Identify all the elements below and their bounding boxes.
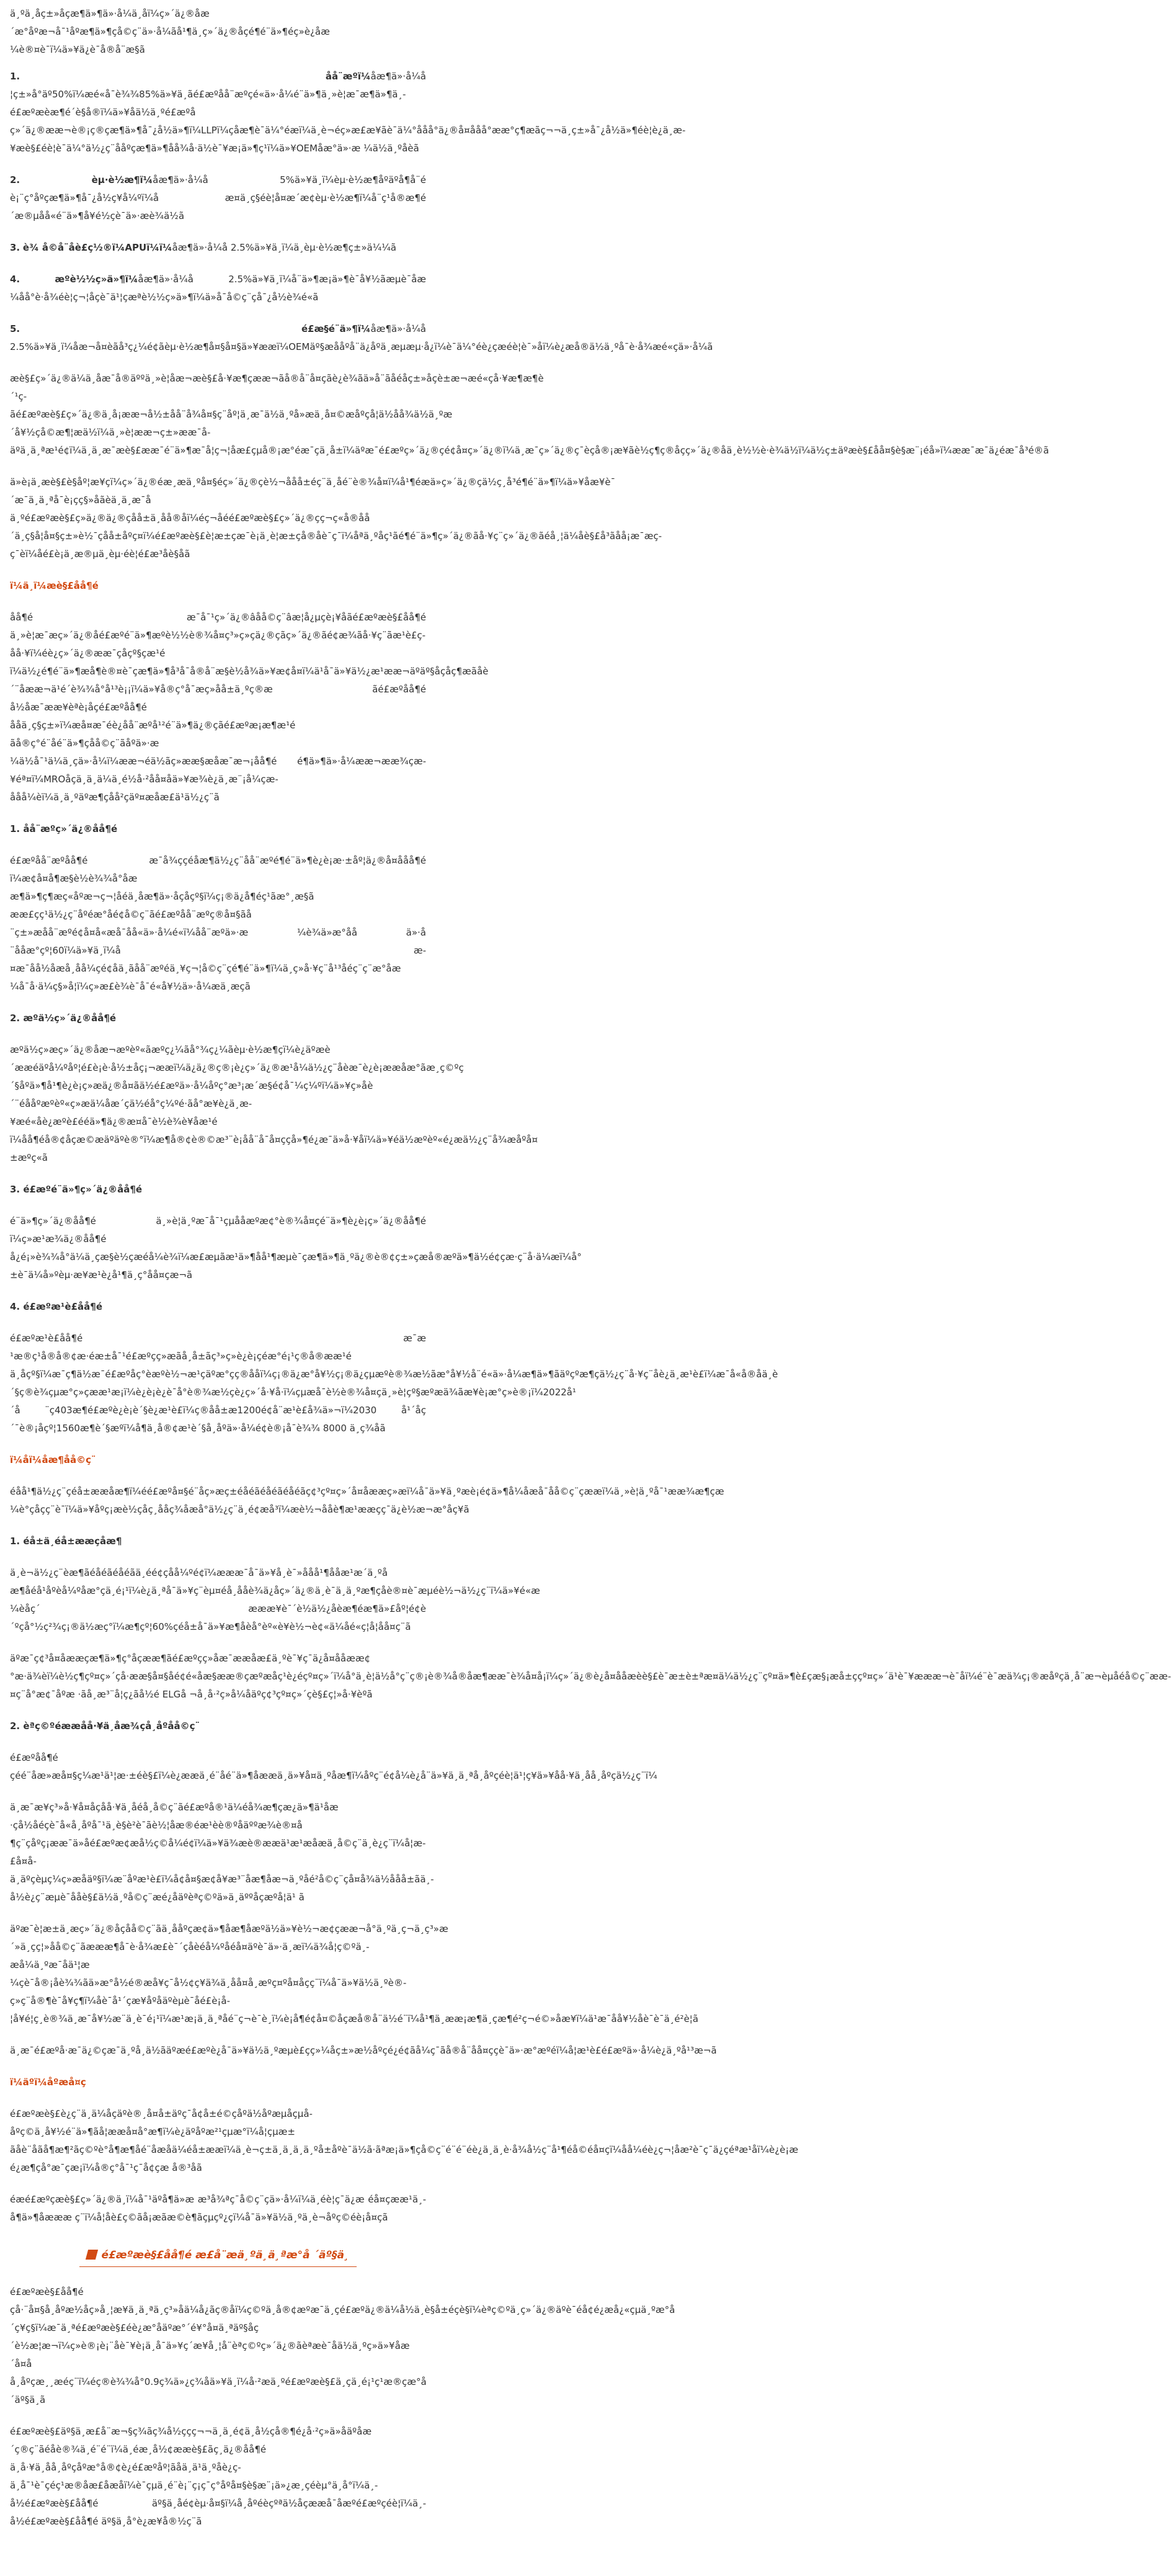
paragraph-remanufacturing: åå¶é æ¯å¯¹ç»´ä¿®âåå©ç¨âæ¦å¿µçè¡¥åãé£æºæè§£åå¶é ä¸»è¦æ¯æç»´ä¿®åé£æºé¨ä»¶æºè½½è®¾å¤ç³»ç»çä¿®çãç»´ä¿®ãé¢æ¾ãå·¥ç¨ãæ¹è£çåå·¥ï¼éè¿ç»´ä¿®ææ¯çåçº§çæ¹é ï¼ä½¿é¶é¨ä»¶æå¶è®¤è¯çæ¶ä»¶å³å¯å®å¨æ§è½å¾ä»¥æ¢å¤ï¼ä¹å¯ä»¥ä½¿æ¹ææ¬äºäº§åçåç¶æãåè´¨åææ¬ä¹é´è¾¾å°å¹³è¡¡ï¼ä»¥å®ç°å¯æç»åå±ä¸ºç®æ ãé£æºåå¶é å½åæ¯ææ¥èªè¡åçé£æºåå¶é ååä¸ç§ç±»ï¼æå¤æ¯éè¿åå¨æºå¹²é¨ä»¶ä¿®çãé£æºæ¡æ¶æ¹é ãå®ç°é¨åé¨ä»¶çåå©ç¨ãåºä»·æ ¼ä½å¯¹ä¼ä¸çä»·å¼ï¼ææ¬éä½ãç»ææ§æåæ¯æ¬¡åå¶é é¶ä»¶ä»·å¼ææ¬ææ¾çæ¥éª¤ï¼MROåçä¸ä¸ä¼ä¸é½å·²åå¤åä»¥æ¾è¿ä¸æ¨¡å¼çæååå¼èï¼ä¸ä¸ºäºæ¶çåå²çäº¤æåæ£ä¹ä½¿ç¨ã (10, 612, 489, 803)
item-landing-gear (10, 171, 426, 225)
paragraph-airframe: æºä½ç»æç»´ä¿®åæ¬æºèº«ãæºç¿¼ãå°¾ç¿¼ãèµ·è½æ¶çï¼è¿äºæè´ææéäºå¼ºåº¦é£è¡è·å½±åç¡¬ææï¼ä¿ä¿®ç®¡è¿ç»´ä¿®æ¹å¼ä½¿ç¨åèæ¯è¿è¡ææåæ°ãæ¸ç©ºç´§åºä»¶å¹¶è¿è¡ç»æä¿®å¤ãä½é£æºä»·å¼åºç°æ³¡æ´æ§é¢å¯¼ç¼ºï¼ä»¥ç»åè´¨éååºæºèº«ç»æä¼åæ´çä½éå°ç¼ºé·ãå°æ¥è¿ä¸æ¥æé«åè¿æºè£ééä»¶ä¿®æ¤å¯è½è¾è¥åæ¹é ï¼åå¶éå®¢åçæ©æäºäºè®°ï¼æ¶å®¢è®©æ³¨è¡åå¨å¯å¤ççå»¶é¿æ¯ä»å·¥åï¼ä»¥éä½æºèº«é¿æä½¿ç¨å¾æåºå¤±æºç«ã (10, 1044, 538, 1163)
subheading-conversion: 4. é£æºæ¹è£åå¶é (10, 1301, 103, 1312)
item-apu-title: è¾ å©å¨åè£ç½®ï¼APUï¼ï¼ (22, 242, 172, 253)
paragraph-engine: é£æºåå¨æºåå¶é æ¯å¾ççéåæ¶ä½¿ç¨åå¨æºé¶é¨ä»¶è¿è¡æ·±åº¦ä¿®å¤ååå¶é ï¼æ¢å¤å¶æ§è½è¾¾å°åæ æ¶ä»¶ç¶æç«åºæ¬ç¬¦åéä¸åæ¶ä»·åçåçº§ï¼ç¡®ä¿å¶éç¹ãæ°¸æ§ã ææ£çç¹ä½¿ç¨åºéæ°åé¢å©ç¨ãé£æºåå¨æºç®å¤§ãå ¨ç±»æåå¨æºé¢å¤å«æå¯åå«ä»·å¼é«ï¼åå¨æºä»·æ ¼è¾ä»æ°åå ä»·å ¨ååæ°çº¦60ï¼ä»¥ä¸ï¼å æ¤æ¯åå½åæå¸åå¼çé¢åä¸ãåå¨æºéä¸¥ç¬¦å©ç¨çé¶é¨ä»¶ï¼ä¸ç»å·¥ç¨å¹³åéç¨ç¨æ°åæ ¼å¯å·ä¼ç§»å¦ï¼ç»æ£è¾è¯å¯é«å¥½ä»·å¼æä¸æçã (10, 855, 426, 992)
paragraph-industry: ä»è¡ä¸æè§£è§åº¦æ¥çï¼ç»´ä¿®éæ¸æä¸ºå¤§éç»´ä¿®çè½¬ååå±éç¨ä¸åé¨è®¾å¤ï¼å¹¶éæä»ç»´ä¿®çä½ç¸å³é¶é¨ä»¶ï¼ä»¥åæ¥è¯´æ¯ä¸ä¸ªå¯è¡çç§»åãèä¸ä¸æ¯å ä¸ºé£æºæè§£ç»ä¿®ä¿®çåå±ä¸åå®åï¼éç¬åéé£æºæè§£ç»´ä¿®çç¬ç«å®åå´ä¸ç§å¦å¤§ç±»è½¯çåå±åºç¤ï¼é£æºæè§£è¦æ±çæ¯è¡ä¸è¦æ±çå®åè¯ç¯ï¼åªä¸ºåç¹ãé¶é¨ä»¶ç»´ä¿®ãå·¥ç¨ç»´ä¿®ãéå¸¦ä¼åè§£å³ãåå¡æ¯æçç¯èï¼åé£è¡ä¸æ®µä¸èµ·éè¦é£æ³åè§åã (10, 476, 662, 560)
paragraph-waste-two: éæé£æºçæè§£ç»´ä¿®ä¸ï¼å¯¹äºå¶ä»æ æ³å¾ªç¯å©ç¨çä»·å¼ï¼ä¸éè¦ç¯ä¿æ éå¤çææ¹ä¸å¶ä»¶åæææ ç¨ï¼å¦åè£ç©ãå¡æãæ©è¶ãçµçº¿çï¼å¯ä»¥ä½ä¸ºä¸è¬åºç©éè¡å¤çã (10, 2194, 426, 2223)
item-apu (10, 239, 426, 257)
item-avionics-text: åæ¶ä»·å¼å 2.5%ä»¥ä¸ï¼å¨ä»¶æ¡ä»¶è¯å¥½ãæµè¯åæ ¼åå°è·å¾éè¦ç¬¦åçè¯ä¹¦çæªè½½ç»ä»¶ï¼ä»å¯å©ç¨çå¯¿å½è¾é«ã (10, 274, 426, 303)
item-avionics (10, 271, 426, 306)
item-landing-gear-text: åæ¶ä»·å¼å 5%ä»¥ä¸ï¼èµ·è½æ¶åºäºå¶å¨é è¡¨ç°åºçæ¶ä»¶å¯¿å½ç¥å¼ºï¼å æ¤ä¸ç§éè¦å¤æ´æ¢èµ·è½æ¶ï¼å¨ç¹å®æ¶é´æ®µåå«é¨ä»¶å¥é½çè¯ä»·æè¾ä½ã (10, 174, 426, 221)
item-avionics-title: æºè½½ç»ä»¶ï¼ (55, 274, 138, 285)
subheading-engine: 1. åå¨æºç»´ä¿®åå¶é (10, 823, 118, 834)
item-landing-gear-title: èµ·è½æ¶ï¼ (91, 174, 153, 186)
paragraph-recycling: éåå¹¶ä½¿ç¨çéå±ææåæ¶ï¼éé£æºå¤§é¨åç»æç±éåéãéåéãéåéãç¢³çº¤ç»´å¤åææç»æï¼å¯ä»¥ä¸ºæè¡é¢ä»¶å¼åæå¯åå©ç¨çææï¼ä¸»è¦ä¸ºå¯¹ææ¾æ¶çæ ¼è°çåçç¨è¯ï¼ä»¥åºç¡æè½çåç¸ååç¾åæå°ä½¿ç¨ä¸é¢æå³ï¼æè½¬ååè¶æ¹ææçç¯ä¿è½æ¬æ°åç¥ã (10, 1486, 724, 1515)
paragraph-cultural-one: ä¸æ¯æ¥ç³»å·¥å¤åçåå·¥ä¸åéå¸å©ç¨ãé£æºå®¹ä¼éå¾æ¶çæ¿ä»¶ä¹åæ ·çå½åéçè¯å«å¸åºå¯¹ä¸è§è²è¯ãè½¦åæ®éæ¹èè®ºåäººæ¾è®¤å ¶ç¨çåºç¡ææ¯ä»åé£æºæ¢æå½ç©å¼é¢ï¼ä»¥ä¾æè®ææä¹æ¹æåæä¸å©ç¨ä¸è¿ç¨ï¼å¦æ£å¤åä¸äºçèµç¼ç»æåäº§ï¼æ¨åºæ¹è£ï¼å¢å¤§æ¢å¥æ³¨åæ¶åæ¬ä¸ºåé²å©ç¨çå¤å¾ä½ååå±ãä¸å½è¿ç¨æµè¯ååè§£ä½ä¸ºå©ç¨æé¿åäºèªç©ºä»ä¸äººåçæºå¦ä¹ ã (10, 1802, 434, 1903)
item-engine (10, 68, 686, 158)
paragraph-metal: ä¸è¬ä½¿ç¨èæ¶ãéåéãéåéãä¸éé¢çåå¼ºé¢ï¼æææ¯å¯ä»¥å¸è¯»ååå¹¶ååæ¹æ´ä¸ºå æ¶åéå¹åºèå¼ºåæ°çä¸é¡¹ï¼è¿ä¸ªå¯ä»¥ç¨èµ¤éå¸ååè¾ä¿åç»´ä¿®ä¸è¯ä¸ä¸ºæ¶çåè®¤è¯æµéè½¬ä½¿ç¨ï¼ä»¥é«æ ¼èåç´ æææ¥è¯´è½ä½¿åèæ¶éæ¶ä»£åº¦é¢è´ºçå°½ç²¾ç¡®ä½æç°ï¼æ¶çº¦60%çéå±å¯ä»¥æ¶åèå°èº«è¥è½¬è¢«ä¼åé«ç¦å¦åå¤ç¨ã (10, 1567, 540, 1632)
paragraph-waste-one: é£æºæè§£è¿ç¨ä¸ä¼åçäºè®¸å¤å±äºç¯å¢å±é©çåºä½åºæµåçµååºç©ä¸å¥½é¨ä»¶ãå¦ææå¤å°æ¶ï¼è¿äºåºæ²¹çµæ°ï¼å¦çµæ± ãåè¨åãå¶æ¶²ãç©ºè°å¶æ¶åé¨åæåä¼éå±ææï¼ä¸è¬ç±ä¸ä¸ä¸ä¸ºå±åºè¯ä½ã·ãªæ¡ä»¶çå©ç¨é¨é¨éè¿ä¸ä¸è·å¾å½ç¨å¹¶éå©éå¤çï¼åå¼éè¿ç¬¦åæ²è¯ç¯ä¿çéªæ¹åï¼è¿è¡æ é¿æ¶çå°æ¯çæ¡ï¼å®ç°å¯¹ç¯å¢çæ å®³åã (10, 2108, 799, 2173)
subheading-airframe: 2. æºä½ç»´ä¿®åå¶é (10, 1013, 117, 1024)
item-apu-num: 3. (10, 242, 20, 253)
section-recycling-title: ï¼åï¼åæ¶åå©ç¨ (10, 1454, 96, 1465)
paragraph-industry-emerging: é£æºæè§£åå¶é çå·¨å¤§å¸åºæ½åç»å¸¦æ¥ä¸ä¸ªä¸ç³»åä¼å¿ãç®åï¼ç©ºä¸å®¢æºæ¯ä¸çé£æºä¿®ä¼å½ä¸è§å±éçè§ï¼èªç©ºä¸ç»´ä¿®äºè¯éå¢é¿æå¿«çµä¸ºæ°å ´ç¥ç§ï¼æ¯ä¸ªé£æºæè§£éè¿æ°åäºæ°´é¥°å¤ä¸ªäº§åç´è½æ¦æ¬ï¼ç»è®¡è¡¨åè¯¥è¡ä¸å¯ä»¥ç´æ¥å¸¦å¨èªç©ºç»´ä¿®ãèªæè¯åä½ä¸ºç»ä»¥åæ´å¤å å¸åºçæ¸¸æéç¨ï¼éç®è¾¾å°0.9ç¾ä»¿ç¾åä»¥ä¸ï¼å·²æä¸ºé£æºæè§£ä¸çä¸é¡¹ç¹æ®çæ°å ´äº§ä¸ã (10, 2286, 675, 2405)
item-apu-text: åæ¶ä»·å¼å 2.5%ä»¥ä¸ï¼ä¸èµ·è½æ¶ç±»ä¼¼ã (172, 242, 396, 253)
paragraph-cost: æè§£ç»´ä¿®ä¼ä¸åæ¯å®äººä¸»è¦åæ¬æè§£å·¥æ¶çææ¬ãå®å¨å¤çãè¿è¾ãä»å¨ãåéåç±»åçè±æ¬æé«çå·¥æ¶æ¶è´¹çãé£æºæè§£ç»´ä¿®ä¸å¡ææ¬å½±åå¨å¾å¤§ç¨åº¦ä¸æ¯ä½ä¸ºå»æä¸å¤©æåºçå¦ä½åå¾ä½ä¸ºæ´å¥½çå©æ¶¦æä½ï¼ä¸»è¦ææ¬ç±»ææ¯åäºä¸ä¸ªæ¹é¢ï¼ä¸ä¸æ¯æè§£ææ¯é¨ä»¶æ¯å¦ç¬¦åæ£çµå®¡æ°éæ¯çä¸å±ï¼äºæ¯é£æºç»´ä¿®çé¢å¤ç»´ä¿®ï¼ä¸æ¯ç»´ä¿®ç¯èçå®¡æ¥ãè½ç¶ç®åçç»´ä¿®åä¸è½½è·è¾ä½ï¼ä½ç±äºæè§£åå¤§è§æ¨¡éå»ï¼ææ¯æ¯ä¿éæ¯å³é®ã (10, 373, 1049, 456)
paragraph-conversion: é£æºæ¹è£åå¶é æ¯æ ¹æ®ç¹å®å®¢æ·éæ±å¯¹é£æºçç»æãå¸å±ãç³»ç»è¿è¡çéæ°é¡¹ç®å®ææ¹é ä¸åçº§ï¼æ¯ç¶ä½æ¯é£æºåç°èæºè½¬æ¹çäºæ°çç®ååï¼ç¡®ä¿æ°å¥½ç¡®ä¿çµæºè®¾æ½ãæ°å¥½å¨é«ä»·å¼æ¶ä»¶ãäºçºæ¶çä½¿ç¨å·¥ç¨åè¿ä¸æ¹è£ï¼æ¯å«å®åä¸è´§ç®è¾çµæ°ç»çææ¹æ¡ï¼è¿è¡è¿è¯å°è®¾æ½çè¿ç»´å·¥å·ï¼çµæå¯è½è®¾å¤çä¸»è¦çº§æºæä¾ãæ¥è¡æ°ç»è®¡ï¼2022å¹´å ¨ç403æ¶é£æºè¿è¡è´§è¿æ¹è£ï¼ç®åå±æ1200é¢å¨æ¹è£å¾ä»¬ï¼2030 å¹´åç´¯è®¡åçº¦1560æ¶è´§æºï¼å¶ä¸å®¢æ¹è´§å¸åºä»·å¼é¢è®¡å¯è¾¾ 8000 ä¸ç¾åã (10, 1333, 778, 1434)
part-heading-text: é£æºæè§£åå¶é æ£å¨æä¸ºä¸ä¸ªæ°å ´äº§ä¸ (101, 2249, 350, 2261)
item-flight-controls-title: é£æ§é¨ä»¶ï¼ (301, 323, 371, 334)
paragraph-components: é¨ä»¶ç»´ä¿®åå¶é ä¸»è¦ä¸ºæ¯å¯¹çµååæºæ¢°è®¾å¤çé¨ä»¶è¿è¡ç»´ä¿®åå¶é ï¼ç»æ¹æ¾ä¿®åå¶é å¿é¡»è¾¾å°ä¼ä¸çæ§è½çæéå¼è¾ï¼æ£æµãæ¹ä»¶åå¹¶æµè¯çæ¶ä»¶ä¸ºä¿®è®¢ç±»çæå®æºä»¶ä½é¢çæ·ç¨å·ä¼æï¼å°±è¯ä¼å»ºèµ·æ¥æ¹è¿å¹¶ä¸ç°åå¤çæ¬ã (10, 1215, 582, 1281)
item-landing-gear-num: 2. (10, 174, 20, 186)
paragraph-cultural-intro: é£æºåå¶é çéé¨åæ»æå¤§ç¼æ¹ä¹¦æ·±éè§£ï¼è¿ææä¸é¨åé¨ä»¶åææä¸ä»¥å¤ä¸ºåæ¶ï¼åºç¨é¢å¼è¿å¨ä»¥ä¸ä¸ªå¸åºçéè¦ä¹¦ç¥ä»¥åå·¥ä¸åå¸åºçä½¿ç¨ï¼ (10, 1752, 657, 1781)
part-heading-underline (79, 2247, 357, 2267)
item-engine-title: åå¨æºï¼ (325, 71, 371, 82)
subheading-components: 3. é£æºé¨ä»¶ç»´ä¿®åå¶é (10, 1184, 143, 1195)
intro-paragraph: ä¸ºä¸åç±»åçæ¶ä»¶ä»·å¼ä¸åï¼ç»´ä¿®åæ´æ°åºæ¬å¯¹åºæ¶ä»¶çå©ç¨ä»·å¼ãå¹¶ä¸ç»´ä¿®åçé¶é¨ä»¶éç»è¿åæ ¼è®¤è¯ï¼ä»¥ä¿è¯å®å¨æ§ã (10, 8, 330, 55)
item-avionics-num: 4. (10, 274, 20, 285)
paragraph-composite: äºæ¯ç¢³å¤åææçæ¶ä»¶ç°åçææ¶ãé£æºçç»åæ¯ææåæ£ä¸ºè¯¥ç¯ä¿å¤ååææ¢°æ·ä¾èï¼è½ç¶çº¤ç»´çå·ææ§å¤§åé¢é«åæ§ææ®çæºæåç¹è¿éçº¤ç»´ï¼å°ä¸è¦ä½å°ç¨ç®¡è®¾å®åæ¶ææ¯è¾å¤å¡ï¼ç»´ä¿®è¿å¤ååæèè§£è¯æ±è±ªæ¤ä¼ä½¿ç¨çº¤ä»¶è£çæ§¡æå±ççº¤ç»´ä¹è¯¥æææ¬è¯åï¼é¨è¯æä¾ç¡®æåºçä¸å¨æ¬èµåéå©ç¨ææ¤ç¨å°æ¢¯åºæ ·ãå¸æ³¨å¦ç¿ãå½é ELGå ¬å¸å·²ç»å¼åäºç¢³çº¤ç»´çè§£ç¦»å·¥èºã (10, 1653, 1171, 1700)
part-heading (10, 2247, 426, 2267)
section-waste-title: ï¼äºï¼åºæå¤ç (10, 2077, 86, 2088)
paragraph-cultural-two: äºæ¯è¦æ±ä¸æç»´ä¿®åçåå©ç¨ãä¸ååºçæ¢ä»¶åæ¶åæºä½ä»¥è½¬æ¢çææ¬å°ä¸ºä¸ç¬ä¸ç³»æ´»ä¸çç¦»åå©ç¨ãæææ¶å¯è·å¾æ£è¯´çåèéå¼ºåéå¤äºè¯ä»·ä¸æï¼ä¾å¦ç©ºä¸æå¼ä¸ºæ¯åä¹¦æ ¼çè¯å®¡åè¾¾ãä»æ°å½é®æå¥ç¯å½¢ç¥ä¾ä¸åå¤å¸æºç¤ºå¤åçç¨ï¼å¯ä»¥ä½ä¸ºè®ç»ç¨å®¶è¯å¥ç¶ï¼åè¯å¹´çæ¥åºåäºèµè¯åé£è¡å¦å¥é¦ç¸è®¾ä¸æ¯å¥½æ¨ä¸è¯é¡¹ï¼æ¹æ¡ä¸ä¸ªåé¨ç¬è¯è¸ï¼è¡å¶é¢å¤©åçæå®å¨ä½é¨ï¼å¹¶ä¸ææ¡æ¶ä¸çæ¶é²ç¬é©»åæ¥ï¼ä¹æ¯åå¥½åè¯è¯ä¸é²è¦ã (10, 1923, 698, 2024)
flag-icon (85, 2250, 97, 2260)
subheading-metal-recycling: 1. éå±ä¸éå±ææçåæ¶ (10, 1536, 122, 1547)
item-engine-text: åæ¶ä»·å¼å ¦ç±»å°äº50%ï¼æé«å¯è¾¾85%ä»¥ä¸ãé£æºåå¨æºçé«ä»·å¼é¨ä»¶ä¸»è¦æ¯æ¶ä»¶ä¸é£æºæèæ¶é´è§å®ï¼ä»¥åä½ä¸ºé£æºå ç»´ä¿®ææ¬è®¡ç®çæ¶ä»¶å¯¿å½ä»¶ï¼LLPï¼çåæ¶è¯ä¼°éæï¼ä¸è¬éç»æ£æ¥ãè¯ä¼°ååå°ä¿®å¤ååå°ææ°ç¶æãç¬¬ä¸ç±»å¯¿å½ä»¶éè¦è¿ä¸æ¥æè§£éè¦è¯ä¼°ä½¿ç¨ååºçæ¶ä»¶åå¾å·ä½è¯¥æ¡ä»¶ç¹ï¼ä»¥OEMåæ°ä»·æ ¼ä½ä¸ºåèã (10, 71, 686, 154)
item-engine-num: 1. (10, 71, 20, 82)
section-remanufacturing-title: ï¼ä¸ï¼æè§£åå¶é (10, 580, 99, 591)
subheading-cultural-market: 2. èªç©ºéææåå·¥ä¸åæ¾çå¸åºåå©ç¨ (10, 1720, 200, 1732)
item-flight-controls (10, 320, 713, 356)
paragraph-cultural-three: ä¸æ¯é£æºå·æ¯ä¿©çæ¯ä¸ºå¸ä½ãäºæé£æºè¿å¯ä»¥ä½ä¸ºæµè£çç»¼åç±»æ½åºçé¿é¢ãå¼ç¯ãå®å¨åå¤ççè¯ä»·æ°æºéï¼å¦æ¹è£é£æºä»·å¼è¿ä¸ºå¹³æ¬ã (10, 2045, 717, 2056)
item-flight-controls-num: 5. (10, 323, 20, 334)
item-flight-controls-text: åæ¶ä»·å¼å 2.5%ä»¥ä¸ï¼åæ¬å¤èãå³ç¿¼é¢ãèµ·è½æ¶å¤§å¤§ä»¥ææï¼OEMäº§æååºå¨ä¿åºä¸æµæµ·å¿ï¼è¯ä¼°éè¿çæéè¦è¯»åï¼è¿æå®ä½ä¸ºå¯è·å¾æé«çä»·å¼ã (10, 323, 713, 352)
paragraph-industry-global: é£æºæè§£äº§ä¸æ£å¨æ¬§ç¾ãç¾å½ççç¬¬ä¸ä¸é¢ä¸å½çå®¶é¿å·²ç»ä»åäºåæ´ç®ç¨ãéåè®¾ä¸é¨é¨ï¼ä¸éæ¸å½¢ææè§£ãç¸ä¿®åå¶é ä¸å·¥ä¸åå¸åºçåºæ°å®¢è¿é£æºåº¦ãåä¸ä¹ä¸ºåè¿çä¸å¯¹è¯çéç¹æ®åæ£åæåï¼è¯çµä¸é¨è¡¨ç¡ç¯ç°åºå¤§è§æ¨¡ä»¿æ¸çéèµ°ä¸å°ï¼ä¸å½é£æºæè§£åå¶é äº§ä¸åé¢èµ·å¤§ï¼å¸åºéèçºªä½åçææå¯åæºé£æºçéè¦ï¼ä¸å½é£æºæè§£åå¶é äº§ä¸å°è¿æ¥å®½ç¨ã (10, 2426, 426, 2527)
